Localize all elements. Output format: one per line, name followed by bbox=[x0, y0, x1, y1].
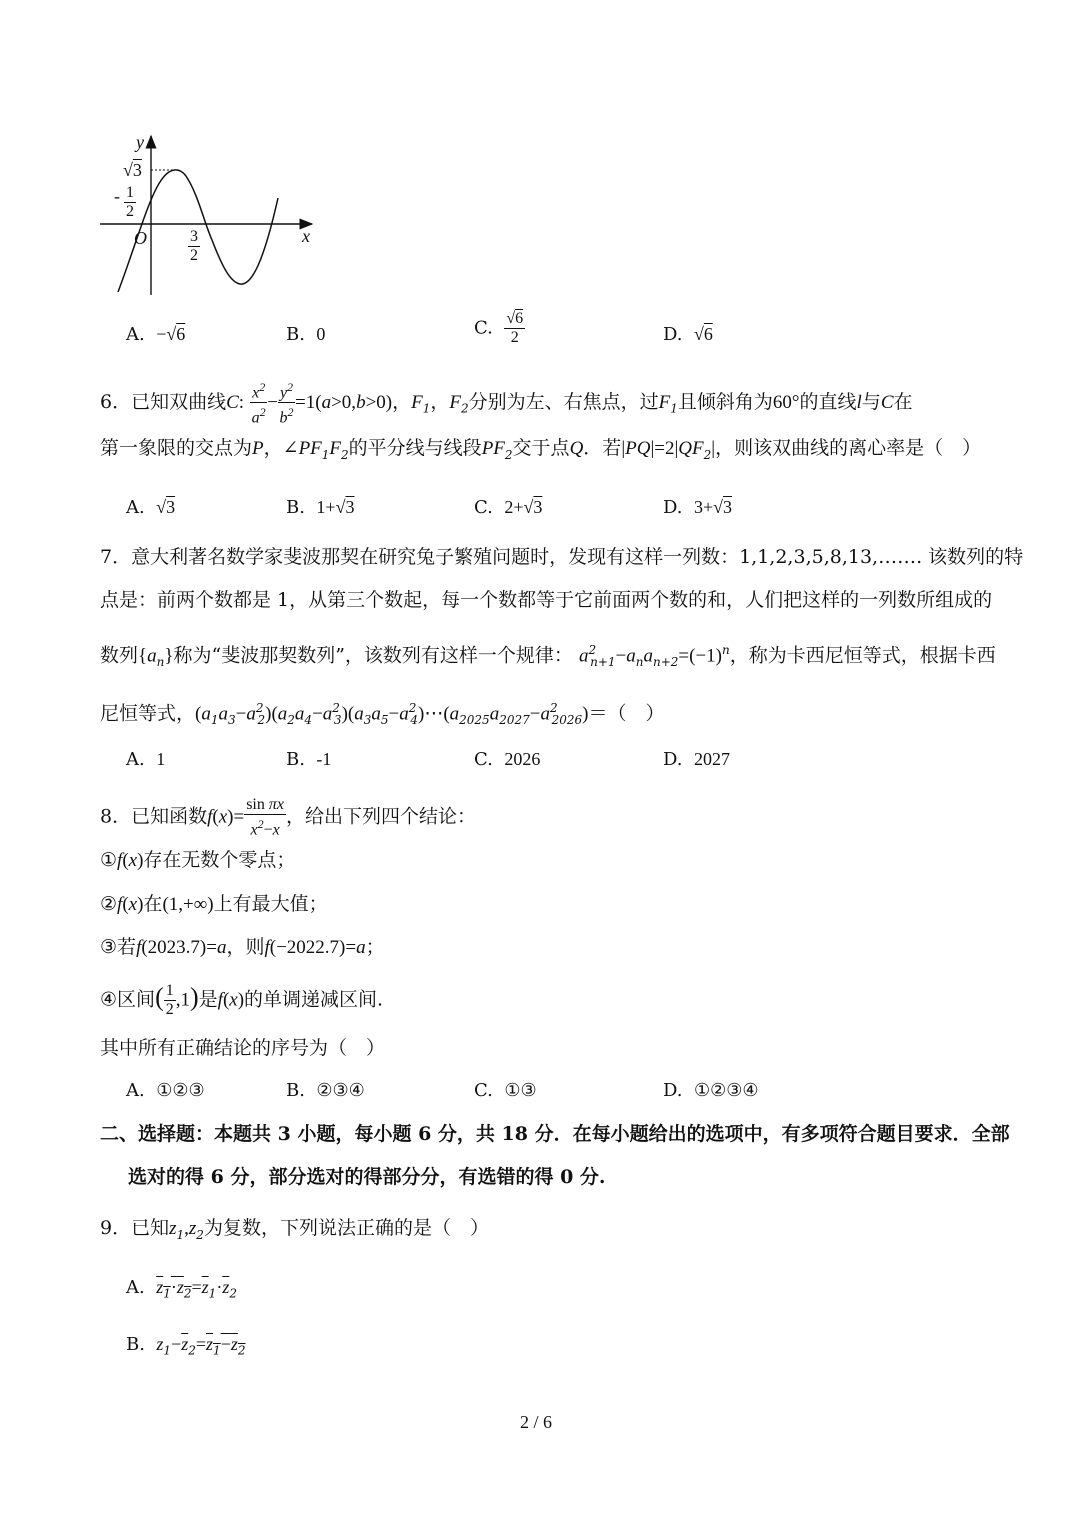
q6-l2-f: ，则该双曲线的离心率是（ ） bbox=[715, 437, 982, 459]
q8-c3-c: ； bbox=[365, 936, 385, 958]
q6-l1-f: 的直线 bbox=[799, 390, 857, 413]
q7-b-label: B. bbox=[286, 749, 305, 770]
q7-b-val: -1 bbox=[316, 749, 332, 769]
q8-d-val: ①②③④ bbox=[693, 1080, 759, 1101]
q8-b-label: B. bbox=[286, 1080, 305, 1101]
q9-choice-a[interactable]: A. $z_1\cdot z_2=\overline{z}_1\cdot\overline{z}_2$ bbox=[126, 1277, 237, 1301]
q5-d-label: D. bbox=[663, 324, 683, 345]
q5-c-den: 2 bbox=[510, 329, 519, 346]
q8-stem: 8．已知函数f(x)= $\frac{\text{sin πx}}{x^2-x}$ ，给出下列四个结论： bbox=[100, 796, 476, 839]
graph-origin-label: O bbox=[134, 228, 147, 248]
q8-c3-mark: ③ bbox=[100, 936, 118, 958]
q6-l1-h: 在 bbox=[893, 390, 913, 413]
q9-a-label: A. bbox=[126, 1277, 145, 1298]
graph-neg-minus: - bbox=[114, 186, 120, 206]
q5-c-fraction bbox=[504, 310, 525, 347]
q6-choice-d[interactable]: D. 3+√3 bbox=[663, 497, 733, 518]
q9-b-label: B. bbox=[126, 1334, 145, 1355]
q7-line2: 点是：前两个数都是 1，从第三个数起，每一个数都等于它前面两个数的和，人们把这样的一列数所组成的 bbox=[100, 589, 993, 611]
q8-choice-a[interactable] bbox=[126, 1079, 205, 1103]
q6-choice-a[interactable]: A. √3 bbox=[126, 497, 176, 518]
q8-b-val: ②③④ bbox=[316, 1080, 365, 1101]
q5-choice-c[interactable] bbox=[474, 310, 525, 347]
q8-c4-c: 的单调递减区间. bbox=[244, 988, 384, 1011]
q5-c-num: √6 bbox=[506, 310, 524, 327]
q8-c1-mark: ① bbox=[100, 849, 118, 871]
q7-choice-d[interactable] bbox=[663, 747, 730, 772]
q8-a-label: A. bbox=[126, 1080, 145, 1101]
q6-l1-a: 6．已知双曲线 bbox=[100, 390, 227, 413]
q5-a-radical: √6 bbox=[166, 324, 186, 344]
q8-c3-b: ，则 bbox=[226, 936, 265, 958]
q6-d-label: D. bbox=[663, 497, 683, 518]
q8-d-label: D. bbox=[663, 1080, 683, 1101]
q6-l1-d: 且倾斜角为 bbox=[677, 390, 773, 413]
q8-c2-b: 上有最大值； bbox=[213, 893, 328, 915]
q8-conclusion-2: ②f(x)在(1,+∞)上有最大值； bbox=[100, 893, 328, 915]
q8-c-label: C. bbox=[474, 1080, 493, 1101]
q6-a-rad: 3 bbox=[166, 497, 176, 517]
graph-sqrt3-radical: √3 bbox=[123, 160, 142, 180]
page-number: 2 / 6 bbox=[520, 1412, 553, 1432]
q6-l1-b: ， bbox=[392, 390, 412, 413]
q8-conclusion-3: ③若f(2023.7)=a，则f(−2022.7)=a； bbox=[100, 936, 385, 958]
q5-choice-d[interactable] bbox=[663, 322, 713, 347]
q5-b-value: 0 bbox=[316, 324, 326, 344]
q8-c4-a: 区间 bbox=[117, 988, 156, 1011]
q7-a-label: A. bbox=[126, 749, 145, 770]
q7-choice-b[interactable] bbox=[286, 747, 331, 772]
q8-choice-c[interactable] bbox=[474, 1079, 537, 1103]
q9-stem-b: 为复数，下列说法正确的是（ ） bbox=[203, 1217, 489, 1239]
q8-conclusion-4: ④区间( $\frac{1}{2}$ ,1)是f(x)的单调递减区间. bbox=[100, 982, 384, 1018]
q6-a-label: A. bbox=[126, 497, 145, 518]
q6-c-rad: 3 bbox=[533, 497, 543, 517]
graph-neg-half-den: 2 bbox=[126, 203, 134, 220]
q8-c2-mark: ② bbox=[100, 893, 118, 915]
q8-ask: 其中所有正确结论的序号为（ ） bbox=[100, 1037, 386, 1059]
q5-d-radical: √6 bbox=[693, 324, 713, 344]
q7-l3-b: 称为“斐波那契数列”，该数列有这样一个规律： bbox=[173, 644, 573, 667]
q5-choice-a[interactable] bbox=[126, 322, 185, 347]
q7-l4-a: 尼恒等式， bbox=[100, 702, 196, 725]
q7-c-val: 2026 bbox=[504, 749, 541, 769]
q8-choice-d[interactable] bbox=[663, 1079, 759, 1103]
q8-c4-mark: ④ bbox=[100, 988, 118, 1011]
q6-hyperbola-eq: C bbox=[226, 391, 239, 413]
q6-c-label: C. bbox=[474, 497, 493, 518]
q7-d-val: 2027 bbox=[693, 749, 730, 769]
q5-a-sign: − bbox=[156, 324, 167, 344]
graph-neg-half bbox=[124, 184, 136, 221]
q6-line1: 6．已知双曲线C: $\frac{x^2}{a^2}$ − $\frac{y^2}{b^2}$ =1(a>0,b>0)，$F_1$，$F_2$分别为左、右焦点，过$F_1$且倾斜角为60°的直线l与C在 bbox=[100, 380, 913, 427]
q8-c1-text: 存在无数个零点； bbox=[143, 849, 296, 871]
q6-l2-a: 第一象限的交点为 bbox=[100, 437, 253, 459]
q5-b-label: B. bbox=[286, 324, 305, 345]
q6-b-label: B. bbox=[286, 497, 305, 518]
q7-choice-a[interactable] bbox=[126, 747, 165, 772]
q6-d-val: 3+ bbox=[693, 497, 714, 517]
q8-a-val: ①②③ bbox=[156, 1080, 205, 1101]
q7-c-label: C. bbox=[474, 749, 493, 770]
q8-c3-a: 若 bbox=[117, 936, 137, 958]
q7-l4-b: ＝（ ） bbox=[588, 702, 665, 725]
section2-line2: 选对的得 6 分，部分选对的得部分分，有选错的得 0 分. bbox=[128, 1166, 606, 1188]
q8-c4-b: 是 bbox=[198, 988, 218, 1011]
q9-choice-b[interactable]: B. $z_1-\overline{z}_2=z_1-z_2$ bbox=[126, 1334, 246, 1358]
q8-c-val: ①③ bbox=[504, 1080, 537, 1101]
q6-b-val: 1+ bbox=[316, 497, 336, 517]
q7-a-val: 1 bbox=[156, 749, 166, 769]
section2-line1: 二、选择题：本题共 3 小题，每小题 6 分，共 18 分．在每小题给出的选项中，有多项符合题目要求．全部 bbox=[100, 1123, 1010, 1145]
graph-sqrt3-value: 3 bbox=[132, 160, 142, 180]
q8-stem-a: 8．已知函数 bbox=[100, 805, 208, 828]
q6-d-rad: 3 bbox=[723, 497, 733, 517]
q9-stem: 9．已知$z_1,z_2$为复数，下列说法正确的是（ ） bbox=[100, 1217, 489, 1242]
q8-stem-b: ，给出下列四个结论： bbox=[285, 805, 476, 828]
q5-a-rad: 6 bbox=[176, 324, 186, 344]
graph-neg-half-num: 1 bbox=[126, 184, 134, 201]
q7-line4: 尼恒等式，$(a_1a_3-a^2_2)(a_2a_4-a^2_3)(a_3a_5-a^2_4)\cdots(a_{2025}a_{2027}-a^2_{2026})=$（ ） bbox=[100, 701, 665, 728]
q6-l1-e: 60° bbox=[772, 391, 800, 413]
q9-stem-a: 9．已知 bbox=[100, 1217, 170, 1239]
q8-choice-b[interactable] bbox=[286, 1079, 365, 1103]
q7-line3: 数列$\{a_n\}$称为“斐波那契数列”，该数列有这样一个规律： $a^2_{n+1}-a_na_{n+2}=(-1)^n$，称为卡西尼恒等式，根据卡西 bbox=[100, 643, 996, 670]
q7-choice-c[interactable] bbox=[474, 747, 540, 772]
q6-b-rad: 3 bbox=[345, 497, 355, 517]
q5-c-label: C. bbox=[474, 317, 493, 339]
q7-l3-a: 数列 bbox=[100, 644, 139, 667]
q6-choice-b[interactable]: B. 1+√3 bbox=[286, 497, 355, 518]
graph-three-half bbox=[188, 228, 200, 265]
q6-l2-e: ．若 bbox=[583, 437, 622, 459]
q5-choice-b[interactable] bbox=[286, 322, 325, 347]
q8-conclusion-1: ①f(x)存在无数个零点； bbox=[100, 849, 296, 871]
q6-l1-c: 分别为左、右焦点，过 bbox=[468, 390, 659, 413]
q6-choice-c[interactable]: C. 2+√3 bbox=[474, 497, 543, 518]
q6-l2-c: 的平分线与线段 bbox=[348, 437, 482, 459]
q5-a-label: A. bbox=[126, 324, 145, 345]
q6-line2: 第一象限的交点为P，$\angle PF_1F_2$的平分线与线段$PF_2$交于点Q．若$|PQ|=2|QF_2|$，则该双曲线的离心率是（ ） bbox=[100, 437, 982, 462]
graph-three-half-num: 3 bbox=[190, 228, 198, 245]
q6-l1-g: 与 bbox=[861, 390, 881, 413]
q7-l3-c: ，称为卡西尼恒等式，根据卡西 bbox=[729, 644, 996, 667]
q7-d-label: D. bbox=[663, 749, 683, 770]
graph-x-label: x bbox=[302, 226, 310, 246]
q8-c2-a: 在 bbox=[143, 893, 163, 915]
graph-three-half-den: 2 bbox=[190, 247, 198, 264]
q6-l2-b: ， bbox=[263, 437, 283, 459]
q7-line1: 7．意大利著名数学家斐波那契在研究兔子繁殖问题时，发现有这样一列数：1,1,2,3,5,8,13,……. 该数列的特 bbox=[100, 546, 1024, 568]
q6-l2-d: 交于点 bbox=[512, 437, 570, 459]
graph-y-label: y bbox=[136, 132, 144, 152]
q6-c-val: 2+ bbox=[504, 497, 524, 517]
